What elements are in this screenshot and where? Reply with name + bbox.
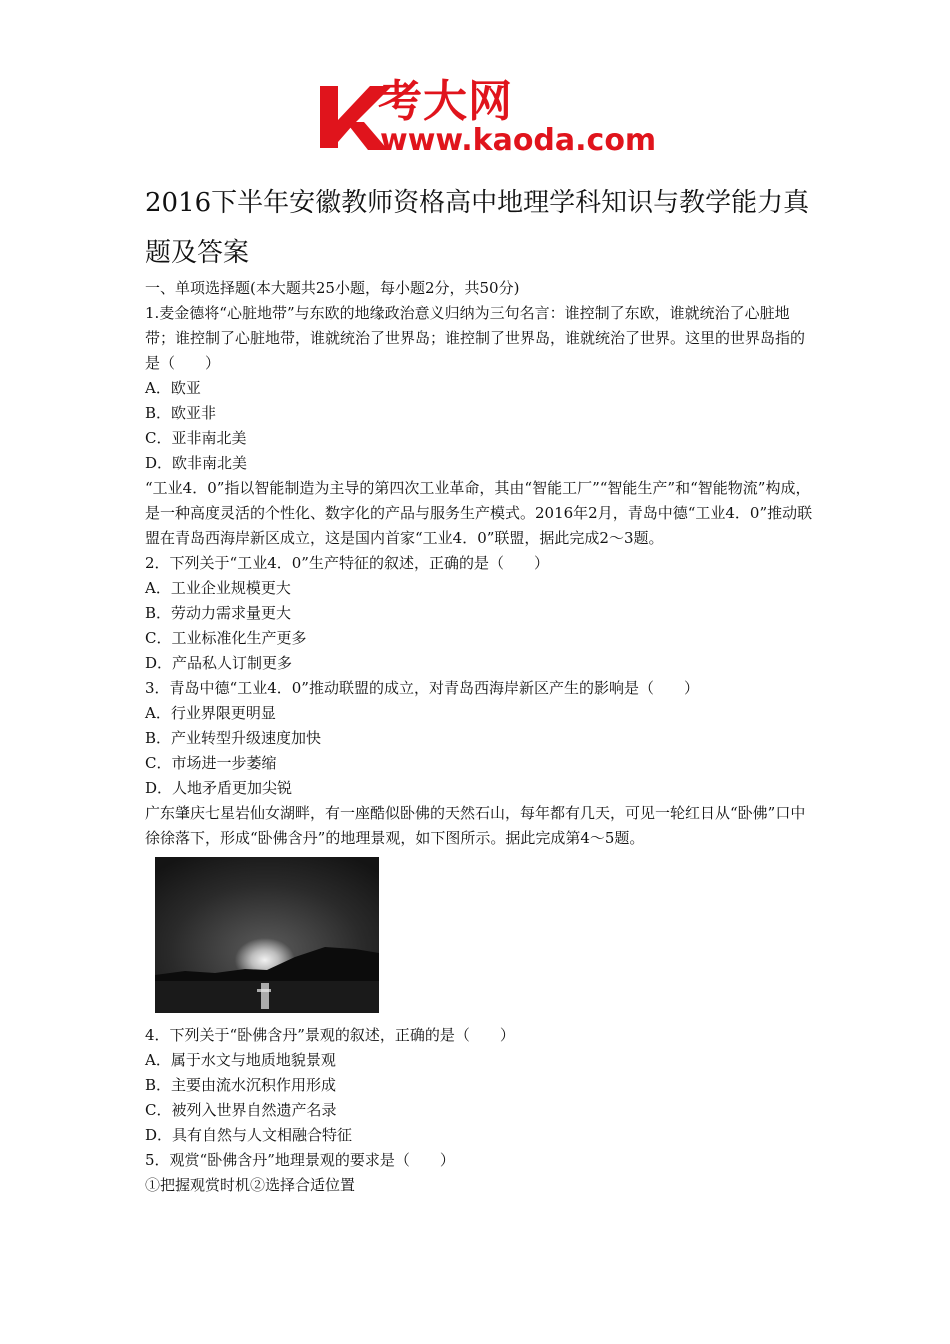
page-title: 2016下半年安徽教师资格高中地理学科知识与教学能力真题及答案 (145, 188, 810, 268)
option-5-list: ①把握观赏时机②选择合适位置 (145, 1176, 356, 1194)
question-4: 4．下列关于“卧佛含丹”景观的叙述，正确的是（ ） (145, 1026, 515, 1044)
document-body (145, 276, 813, 1198)
option-4b: B．主要由流水沉积作用形成 (145, 1076, 337, 1094)
option-1d: D．欧非南北美 (145, 454, 248, 472)
option-1c: C．亚非南北美 (145, 429, 247, 447)
option-4a: A．属于水文与地质地貌景观 (145, 1051, 336, 1069)
option-2a: A．工业企业规模更大 (145, 579, 291, 597)
logo-name: 考大网 (378, 76, 513, 127)
question-2: 2．下列关于“工业4．0”生产特征的叙述，正确的是（ ） (145, 554, 549, 572)
material-landscape: 广东肇庆七星岩仙女湖畔，有一座酷似卧佛的天然石山，每年都有几天，可见一轮红日从“卧佛”口中徐徐落下，形成“卧佛含丹”的地理景观，如下图所示。据此完成第4～5题。 (145, 804, 806, 847)
option-3c: C．市场进一步萎缩 (145, 754, 277, 772)
option-2c: C．工业标准化生产更多 (145, 629, 307, 647)
material-industry: “工业4．0”指以智能制造为主导的第四次工业革命，其由“智能工厂”“智能生产”和“智能物流”构成，是一种高度灵活的个性化、数字化的产品与服务生产模式。2016年2月，青岛中德“工业4．0”推动联盟在青岛西海岸新区成立，这是国内首家“工业4．0”联盟，据此完成2～3题。 (145, 479, 813, 547)
mountain-silhouette-icon (155, 857, 379, 1013)
option-2b: B．劳动力需求量更大 (145, 604, 292, 622)
option-4d: D．具有自然与人文相融合特征 (145, 1126, 353, 1144)
option-3d: D．人地矛盾更加尖锐 (145, 779, 293, 797)
option-1a: A．欧亚 (145, 379, 201, 397)
logo-url: www.kaoda.com (380, 123, 657, 158)
option-3b: B．产业转型升级速度加快 (145, 729, 322, 747)
option-2d: D．产品私人订制更多 (145, 654, 293, 672)
kaoda-logo (318, 76, 657, 160)
question-1: 1.麦金德将“心脏地带”与东欧的地缘政治意义归纳为三句名言：谁控制了东欧，谁就统治了心脏地带；谁控制了心脏地带，谁就统治了世界岛；谁控制了世界岛，谁就统治了世界。这里的世界岛指的是（ ） (145, 304, 806, 372)
option-3a: A．行业界限更明显 (145, 704, 276, 722)
sunset-photo (155, 857, 379, 1013)
option-1b: B．欧亚非 (145, 404, 217, 422)
question-5: 5．观赏“卧佛含丹”地理景观的要求是（ ） (145, 1151, 455, 1169)
question-3: 3．青岛中德“工业4．0”推动联盟的成立，对青岛西海岸新区产生的影响是（ ） (145, 679, 699, 697)
option-4c: C．被列入世界自然遗产名录 (145, 1101, 337, 1119)
section-heading: 一、单项选择题(本大题共25小题，每小题2分，共50分) (145, 279, 520, 297)
